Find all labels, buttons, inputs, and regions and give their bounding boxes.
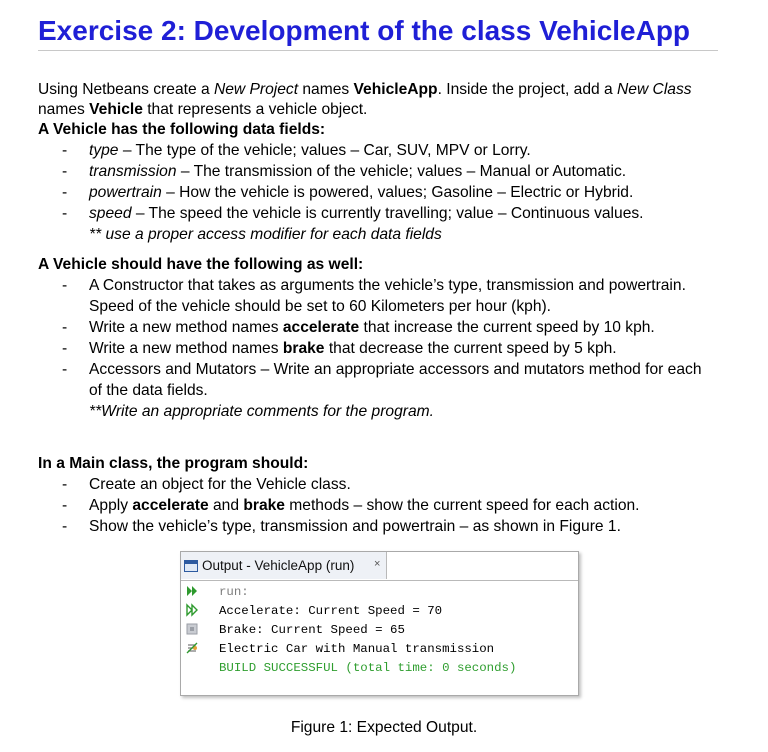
list-item-create-object: - Create an object for the Vehicle class.: [62, 476, 351, 493]
main-heading: In a Main class, the program should:: [38, 455, 309, 472]
methods-list: [38, 275, 718, 401]
list-item-powertrain: - powertrain – How the vehicle is powered, values; Gasoline – Electric or Hybrid.: [62, 184, 634, 201]
output-window: [180, 551, 579, 696]
fields-heading: A Vehicle has the following data fields:: [38, 121, 326, 138]
console-output: [219, 583, 516, 678]
document: [38, 14, 718, 537]
list-item-type: - type – The type of the vehicle; values – Car, SUV, MPV or Lorry.: [62, 142, 531, 159]
output-tab-title: Output - VehicleApp (run): [202, 558, 355, 573]
close-icon[interactable]: ×: [374, 558, 381, 570]
list-item-show-info: - Show the vehicle’s type, transmission and powertrain – as shown in Figure 1.: [62, 518, 621, 535]
fields-note: ** use a proper access modifier for each data fields: [89, 226, 442, 243]
fields-list: [38, 140, 718, 224]
console-line-run: run:: [219, 585, 249, 599]
list-item-brake: - Write a new method names brake that decrease the current speed by 5 kph.: [62, 340, 617, 357]
list-item-constructor: - A Constructor that takes as arguments the vehicle’s type, transmission and powertrain. Speed of the vehicle should be set to 60 Kilometers per hour (kph).: [62, 277, 686, 315]
methods-heading: A Vehicle should have the following as well:: [38, 256, 364, 273]
rerun-icon[interactable]: [185, 584, 199, 598]
list-item-accessors: - Accessors and Mutators – Write an appropriate accessors and mutators method for each of the data fields.: [62, 361, 702, 399]
output-tab[interactable]: [181, 552, 387, 579]
output-toolbar: [181, 581, 205, 695]
output-tab-bar: [181, 552, 578, 581]
list-item-transmission: - transmission – The transmission of the vehicle; values – Manual or Automatic.: [62, 163, 627, 180]
stop-icon[interactable]: [185, 622, 199, 636]
rerun-different-params-icon[interactable]: [185, 603, 199, 617]
intro-paragraph: Using Netbeans create a New Project names VehicleApp. Inside the project, add a New Class names Vehicle that represents a vehicle object.: [38, 81, 692, 118]
console-line-accelerate: Accelerate: Current Speed = 70: [219, 604, 443, 618]
console-line-info: Electric Car with Manual transmission: [219, 642, 495, 656]
settings-icon[interactable]: [185, 641, 199, 655]
output-body: [181, 581, 578, 695]
list-item-speed: - speed – The speed the vehicle is currently travelling; value – Continuous values.: [62, 205, 644, 222]
page-title: Exercise 2: Development of the class VehicleApp: [38, 14, 718, 51]
console-line-brake: Brake: Current Speed = 65: [219, 623, 405, 637]
list-item-apply-methods: - Apply accelerate and brake methods – show the current speed for each action.: [62, 497, 640, 514]
figure-caption: Figure 1: Expected Output.: [290, 719, 478, 736]
methods-note: **Write an appropriate comments for the program.: [89, 403, 434, 420]
output-window-icon: [184, 560, 198, 572]
console-line-build: BUILD SUCCESSFUL (total time: 0 seconds): [219, 661, 517, 675]
main-list: [38, 474, 718, 537]
list-item-accelerate: - Write a new method names accelerate that increase the current speed by 10 kph.: [62, 319, 655, 336]
